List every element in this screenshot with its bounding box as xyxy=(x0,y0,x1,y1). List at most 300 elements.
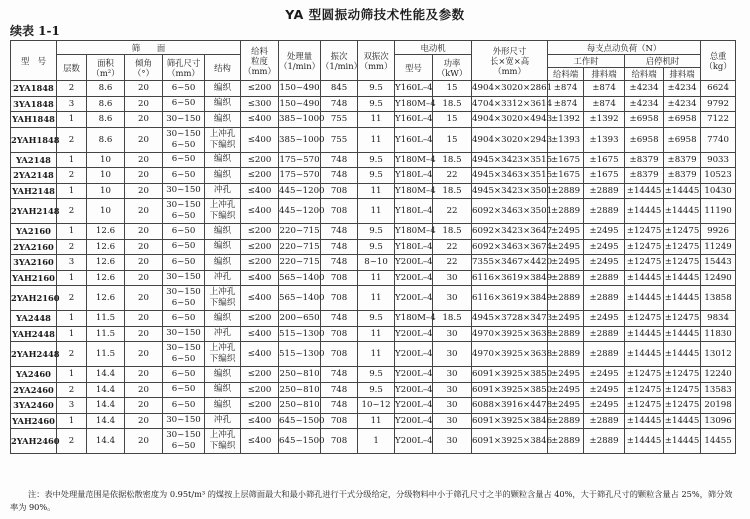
cell-aperture xyxy=(163,429,205,454)
cell-dimensions: 6091×3925×3846 xyxy=(472,413,548,429)
cell-structure-line: 编织 xyxy=(213,241,232,252)
cell-layers: 3 xyxy=(57,255,87,271)
cell-structure-line: 编织 xyxy=(213,113,232,124)
cell-model: 2YA2160 xyxy=(11,239,57,255)
cell-structure xyxy=(205,398,241,414)
cell-motor-model: Y180L–4 xyxy=(395,199,433,224)
cell-dimensions: 6088×3916×4478 xyxy=(472,398,548,414)
cell-model: 2YA1848 xyxy=(11,81,57,97)
cell-aperture-line: 6~50 xyxy=(171,241,196,252)
cell-power: 22 xyxy=(433,239,472,255)
cell-capacity: 150~490 xyxy=(279,96,321,112)
cell-dimensions: 6092×3463×3674 xyxy=(472,239,548,255)
cell-area: 12.6 xyxy=(87,239,125,255)
cell-working-discharge-load: ±1675 xyxy=(584,152,625,168)
table-row xyxy=(11,152,736,168)
cell-capacity: 445~1200 xyxy=(279,199,321,224)
cell-aperture-line: 6~50 xyxy=(171,211,196,221)
cell-working-discharge-load: ±2889 xyxy=(584,270,625,286)
table-body xyxy=(11,81,736,454)
cell-working-feed-load: ±2889 xyxy=(548,413,584,429)
cell-angle: 20 xyxy=(125,127,163,152)
cell-capacity: 175~570 xyxy=(279,152,321,168)
cell-startstop-discharge-load: ±6958 xyxy=(664,112,701,128)
table-note: 注：表中处理量范围是依据松散密度为 0.95t/m³ 的煤按上层筛面最大和最小筛孔进行干式分级给定，分级物料中小于筛孔尺寸之半的颗粒含量占 40%，大于筛孔尺寸的颗粒含量占 25%，筛分效率为 90%。 xyxy=(10,489,733,512)
cell-model: 2YAH2160 xyxy=(11,286,57,311)
header-total-weight: 总重 （kg） xyxy=(701,41,736,81)
cell-structure-line: 编织 xyxy=(213,169,232,180)
cell-aperture-line: 30~150 xyxy=(166,415,201,426)
cell-working-discharge-load: ±2889 xyxy=(584,429,625,454)
cell-structure xyxy=(205,311,241,327)
cell-amplitude: 9.5 xyxy=(358,382,395,398)
header-amplitude: 双振次 （mm） xyxy=(358,41,395,81)
cell-startstop-feed-load: ±14445 xyxy=(625,183,664,199)
cell-aperture-line: 30~150 xyxy=(166,272,201,283)
cell-total-weight: 13583 xyxy=(701,382,736,398)
cell-feed-size: ≤200 xyxy=(241,81,279,97)
cell-startstop-discharge-load: ±12475 xyxy=(664,255,701,271)
cell-power: 18.5 xyxy=(433,183,472,199)
cell-frequency: 748 xyxy=(321,311,358,327)
cell-model: YAH2160 xyxy=(11,270,57,286)
cell-working-discharge-load: ±2889 xyxy=(584,413,625,429)
cell-dimensions: 4904×3020×4943 xyxy=(472,112,548,128)
cell-angle: 20 xyxy=(125,342,163,367)
cell-startstop-feed-load: ±14445 xyxy=(625,270,664,286)
cell-capacity: 200~650 xyxy=(279,311,321,327)
cell-motor-model: Y200L–4 xyxy=(395,286,433,311)
cell-area: 14.4 xyxy=(87,429,125,454)
header-startstop-discharge-end: 排料端 xyxy=(664,68,701,81)
cell-aperture xyxy=(163,342,205,367)
cell-layers: 3 xyxy=(57,96,87,112)
cell-working-discharge-load: ±2495 xyxy=(584,398,625,414)
cell-aperture xyxy=(163,270,205,286)
cell-dimensions: 6091×3925×3846 xyxy=(472,429,548,454)
cell-startstop-discharge-load: ±14445 xyxy=(664,270,701,286)
cell-structure-line: 上冲孔 xyxy=(209,287,236,297)
cell-dimensions: 4704×3312×3614 xyxy=(472,96,548,112)
cell-area: 8.6 xyxy=(87,112,125,128)
cell-aperture xyxy=(163,224,205,240)
cell-aperture-line: 6~50 xyxy=(171,399,196,410)
cell-dimensions: 6116×3619×3849 xyxy=(472,286,548,311)
cell-frequency: 748 xyxy=(321,152,358,168)
cell-feed-size: ≤200 xyxy=(241,255,279,271)
cell-feed-size: ≤200 xyxy=(241,367,279,383)
cell-area: 8.6 xyxy=(87,127,125,152)
cell-working-feed-load: ±2889 xyxy=(548,270,584,286)
cell-working-discharge-load: ±874 xyxy=(584,96,625,112)
cell-working-feed-load: ±2495 xyxy=(548,382,584,398)
cell-total-weight: 9033 xyxy=(701,152,736,168)
cell-startstop-discharge-load: ±14445 xyxy=(664,183,701,199)
cell-area: 10 xyxy=(87,168,125,184)
cell-capacity: 645~1500 xyxy=(279,413,321,429)
cell-model: 3YA2160 xyxy=(11,255,57,271)
cell-power: 15 xyxy=(433,112,472,128)
cell-motor-model: Y200L–4 xyxy=(395,413,433,429)
cell-working-feed-load: ±1675 xyxy=(548,152,584,168)
cell-working-feed-load: ±2495 xyxy=(548,255,584,271)
cell-structure-line: 编织 xyxy=(213,399,232,410)
cell-layers: 1 xyxy=(57,152,87,168)
cell-structure xyxy=(205,367,241,383)
cell-motor-model: Y200L–4 xyxy=(395,342,433,367)
cell-frequency: 748 xyxy=(321,255,358,271)
cell-model: YA2148 xyxy=(11,152,57,168)
cell-aperture xyxy=(163,326,205,342)
cell-aperture-line: 30~150 xyxy=(166,287,201,297)
cell-capacity: 175~570 xyxy=(279,168,321,184)
cell-frequency: 748 xyxy=(321,224,358,240)
table-row xyxy=(11,199,736,224)
cell-angle: 20 xyxy=(125,112,163,128)
cell-power: 22 xyxy=(433,168,472,184)
cell-structure-line: 下编织 xyxy=(209,441,236,451)
cell-frequency: 708 xyxy=(321,342,358,367)
table-row xyxy=(11,342,736,367)
cell-working-discharge-load: ±2889 xyxy=(584,183,625,199)
cell-structure xyxy=(205,96,241,112)
cell-dimensions: 4970×3925×3638 xyxy=(472,326,548,342)
cell-total-weight: 9926 xyxy=(701,224,736,240)
cell-feed-size: ≤400 xyxy=(241,112,279,128)
cell-angle: 20 xyxy=(125,81,163,97)
cell-capacity: 515~1300 xyxy=(279,342,321,367)
cell-structure xyxy=(205,199,241,224)
table-row xyxy=(11,96,736,112)
cell-structure-line: 冲孔 xyxy=(213,328,232,339)
cell-power: 22 xyxy=(433,255,472,271)
cell-motor-model: Y200L–4 xyxy=(395,326,433,342)
cell-angle: 20 xyxy=(125,199,163,224)
cell-power: 18.5 xyxy=(433,224,472,240)
cell-layers: 1 xyxy=(57,112,87,128)
cell-angle: 20 xyxy=(125,168,163,184)
cell-working-discharge-load: ±2889 xyxy=(584,342,625,367)
cell-area: 10 xyxy=(87,152,125,168)
cell-motor-model: Y200L–4 xyxy=(395,429,433,454)
cell-aperture xyxy=(163,255,205,271)
cell-structure-line: 编织 xyxy=(213,154,232,165)
cell-model: YA2460 xyxy=(11,367,57,383)
cell-startstop-discharge-load: ±12475 xyxy=(664,382,701,398)
cell-feed-size: ≤400 xyxy=(241,127,279,152)
cell-aperture xyxy=(163,183,205,199)
cell-power: 30 xyxy=(433,342,472,367)
table-row xyxy=(11,224,736,240)
cell-amplitude: 9.5 xyxy=(358,152,395,168)
cell-total-weight: 11249 xyxy=(701,239,736,255)
cell-power: 18.5 xyxy=(433,152,472,168)
header-motor-model: 型号 xyxy=(395,55,433,81)
table-row xyxy=(11,270,736,286)
cell-working-feed-load: ±2495 xyxy=(548,224,584,240)
cell-capacity: 645~1500 xyxy=(279,429,321,454)
cell-total-weight: 12490 xyxy=(701,270,736,286)
cell-total-weight: 7122 xyxy=(701,112,736,128)
cell-amplitude: 9.5 xyxy=(358,81,395,97)
cell-frequency: 748 xyxy=(321,239,358,255)
cell-aperture-line: 6~50 xyxy=(171,82,196,93)
cell-motor-model: Y180M–4 xyxy=(395,183,433,199)
cell-structure-line: 冲孔 xyxy=(213,185,232,196)
cell-amplitude: 10~12 xyxy=(358,398,395,414)
cell-aperture-line: 6~50 xyxy=(171,312,196,323)
cell-frequency: 748 xyxy=(321,398,358,414)
cell-working-feed-load: ±2495 xyxy=(548,239,584,255)
cell-startstop-discharge-load: ±14445 xyxy=(664,286,701,311)
cell-startstop-discharge-load: ±12475 xyxy=(664,311,701,327)
cell-frequency: 708 xyxy=(321,413,358,429)
cell-layers: 1 xyxy=(57,224,87,240)
table-row xyxy=(11,382,736,398)
cell-structure-line: 下编织 xyxy=(209,354,236,364)
cell-startstop-feed-load: ±4234 xyxy=(625,96,664,112)
cell-frequency: 708 xyxy=(321,183,358,199)
cell-structure xyxy=(205,270,241,286)
cell-area: 14.4 xyxy=(87,382,125,398)
cell-capacity: 385~1000 xyxy=(279,112,321,128)
cell-working-feed-load: ±1393 xyxy=(548,127,584,152)
cell-feed-size: ≤200 xyxy=(241,382,279,398)
cell-area: 14.4 xyxy=(87,398,125,414)
cell-working-discharge-load: ±2889 xyxy=(584,199,625,224)
cell-area: 14.4 xyxy=(87,367,125,383)
cell-dimensions: 6092×3463×3501 xyxy=(472,199,548,224)
cell-frequency: 708 xyxy=(321,429,358,454)
cell-working-feed-load: ±2495 xyxy=(548,367,584,383)
cell-amplitude: 9.5 xyxy=(358,168,395,184)
cell-aperture xyxy=(163,382,205,398)
cell-startstop-feed-load: ±14445 xyxy=(625,413,664,429)
cell-total-weight: 9792 xyxy=(701,96,736,112)
cell-structure-line: 冲孔 xyxy=(213,272,232,283)
cell-structure-line: 下编织 xyxy=(209,211,236,221)
cell-frequency: 748 xyxy=(321,96,358,112)
cell-structure xyxy=(205,168,241,184)
cell-amplitude: 11 xyxy=(358,270,395,286)
cell-motor-model: Y180M–4 xyxy=(395,311,433,327)
cell-structure xyxy=(205,112,241,128)
cell-startstop-feed-load: ±14445 xyxy=(625,199,664,224)
cell-structure xyxy=(205,326,241,342)
cell-model: 2YAH2460 xyxy=(11,429,57,454)
cell-area: 11.5 xyxy=(87,326,125,342)
cell-power: 30 xyxy=(433,367,472,383)
cell-total-weight: 7740 xyxy=(701,127,736,152)
cell-structure xyxy=(205,224,241,240)
cell-angle: 20 xyxy=(125,96,163,112)
cell-capacity: 515~1300 xyxy=(279,326,321,342)
cell-power: 30 xyxy=(433,429,472,454)
cell-aperture xyxy=(163,127,205,152)
cell-angle: 20 xyxy=(125,239,163,255)
cell-startstop-feed-load: ±8379 xyxy=(625,152,664,168)
cell-layers: 2 xyxy=(57,127,87,152)
cell-dimensions: 6091×3925×3850 xyxy=(472,367,548,383)
cell-aperture-line: 30~150 xyxy=(166,185,201,196)
cell-working-discharge-load: ±2495 xyxy=(584,224,625,240)
cell-working-feed-load: ±1675 xyxy=(548,168,584,184)
cell-motor-model: Y180M–4 xyxy=(395,96,433,112)
cell-power: 30 xyxy=(433,270,472,286)
cell-amplitude: 1 xyxy=(358,429,395,454)
cell-startstop-discharge-load: ±4234 xyxy=(664,81,701,97)
cell-dimensions: 6092×3423×3647 xyxy=(472,224,548,240)
cell-amplitude: 11 xyxy=(358,326,395,342)
cell-total-weight: 13012 xyxy=(701,342,736,367)
cell-total-weight: 13096 xyxy=(701,413,736,429)
cell-model: 2YA2460 xyxy=(11,382,57,398)
table-row xyxy=(11,183,736,199)
cell-startstop-feed-load: ±12475 xyxy=(625,239,664,255)
header-capacity: 处理量 （1/min） xyxy=(279,41,321,81)
cell-startstop-discharge-load: ±14445 xyxy=(664,429,701,454)
cell-startstop-discharge-load: ±12475 xyxy=(664,398,701,414)
cell-area: 10 xyxy=(87,199,125,224)
cell-power: 22 xyxy=(433,199,472,224)
header-angle: 倾角 （°） xyxy=(125,55,163,81)
cell-aperture-line: 30~150 xyxy=(166,430,201,440)
cell-feed-size: ≤200 xyxy=(241,168,279,184)
cell-model: YAH2448 xyxy=(11,326,57,342)
cell-amplitude: 11 xyxy=(358,342,395,367)
cell-startstop-feed-load: ±12475 xyxy=(625,367,664,383)
cell-aperture-line: 6~50 xyxy=(171,298,196,308)
cell-working-feed-load: ±2889 xyxy=(548,342,584,367)
cell-power: 18.5 xyxy=(433,96,472,112)
header-aperture: 筛孔尺寸 （mm） xyxy=(163,55,205,81)
cell-angle: 20 xyxy=(125,152,163,168)
cell-dimensions: 6091×3925×3850 xyxy=(472,382,548,398)
cell-feed-size: ≤400 xyxy=(241,413,279,429)
cell-dimensions: 6116×3619×3849 xyxy=(472,270,548,286)
cell-amplitude: 9.5 xyxy=(358,311,395,327)
table-caption: 续表 1-1 xyxy=(10,24,60,38)
cell-startstop-feed-load: ±14445 xyxy=(625,326,664,342)
cell-model: 2YAH1848 xyxy=(11,127,57,152)
cell-structure-line: 上冲孔 xyxy=(209,200,236,210)
cell-aperture-line: 6~50 xyxy=(171,225,196,236)
cell-structure-line: 上冲孔 xyxy=(209,128,236,139)
cell-model: 3YA2460 xyxy=(11,398,57,414)
cell-structure-line: 编织 xyxy=(213,225,232,236)
cell-startstop-discharge-load: ±14445 xyxy=(664,199,701,224)
cell-motor-model: Y200L–4 xyxy=(395,255,433,271)
cell-amplitude: 11 xyxy=(358,199,395,224)
cell-working-feed-load: ±2889 xyxy=(548,183,584,199)
cell-startstop-feed-load: ±12475 xyxy=(625,382,664,398)
table-row xyxy=(11,429,736,454)
table-row xyxy=(11,81,736,97)
cell-motor-model: Y160L–4 xyxy=(395,81,433,97)
cell-structure xyxy=(205,239,241,255)
header-startstop-feed-end: 给料端 xyxy=(625,68,664,81)
cell-structure-line: 冲孔 xyxy=(213,415,232,426)
cell-startstop-discharge-load: ±14445 xyxy=(664,413,701,429)
cell-area: 12.6 xyxy=(87,270,125,286)
cell-area: 8.6 xyxy=(87,96,125,112)
cell-model: 3YA1848 xyxy=(11,96,57,112)
header-model: 型 号 xyxy=(11,41,57,81)
cell-capacity: 250~810 xyxy=(279,367,321,383)
cell-layers: 2 xyxy=(57,239,87,255)
cell-structure xyxy=(205,183,241,199)
table-row xyxy=(11,239,736,255)
cell-amplitude: 9.5 xyxy=(358,239,395,255)
cell-layers: 1 xyxy=(57,326,87,342)
cell-working-discharge-load: ±2495 xyxy=(584,367,625,383)
cell-model: 2YA2148 xyxy=(11,168,57,184)
cell-working-feed-load: ±2889 xyxy=(548,199,584,224)
cell-startstop-feed-load: ±4234 xyxy=(625,81,664,97)
cell-power: 30 xyxy=(433,398,472,414)
header-frequency: 振次 （1/min） xyxy=(321,41,358,81)
cell-feed-size: ≤400 xyxy=(241,270,279,286)
cell-total-weight: 15443 xyxy=(701,255,736,271)
cell-model: 2YAH2448 xyxy=(11,342,57,367)
cell-angle: 20 xyxy=(125,429,163,454)
cell-area: 12.6 xyxy=(87,255,125,271)
cell-dimensions: 4970×3925×3638 xyxy=(472,342,548,367)
cell-working-discharge-load: ±1392 xyxy=(584,112,625,128)
cell-startstop-feed-load: ±12475 xyxy=(625,398,664,414)
cell-total-weight: 20198 xyxy=(701,398,736,414)
cell-startstop-feed-load: ±12475 xyxy=(625,224,664,240)
cell-total-weight: 6624 xyxy=(701,81,736,97)
cell-layers: 2 xyxy=(57,81,87,97)
cell-working-discharge-load: ±1675 xyxy=(584,168,625,184)
cell-dimensions: 7355×3467×4420 xyxy=(472,255,548,271)
header-working: 工作时 xyxy=(548,55,625,68)
cell-motor-model: Y180L–4 xyxy=(395,239,433,255)
cell-power: 30 xyxy=(433,286,472,311)
cell-startstop-discharge-load: ±8379 xyxy=(664,168,701,184)
table-row xyxy=(11,127,736,152)
cell-feed-size: ≤200 xyxy=(241,398,279,414)
cell-working-feed-load: ±1392 xyxy=(548,112,584,128)
cell-feed-size: ≤400 xyxy=(241,199,279,224)
cell-aperture xyxy=(163,239,205,255)
cell-frequency: 748 xyxy=(321,382,358,398)
cell-motor-model: Y180M–4 xyxy=(395,152,433,168)
cell-frequency: 845 xyxy=(321,81,358,97)
cell-startstop-feed-load: ±8379 xyxy=(625,168,664,184)
cell-aperture-line: 30~150 xyxy=(166,200,201,210)
cell-model: YAH2460 xyxy=(11,413,57,429)
cell-structure xyxy=(205,81,241,97)
cell-area: 8.6 xyxy=(87,81,125,97)
cell-area: 12.6 xyxy=(87,224,125,240)
cell-working-feed-load: ±2495 xyxy=(548,398,584,414)
cell-amplitude: 9.5 xyxy=(358,367,395,383)
cell-total-weight: 13858 xyxy=(701,286,736,311)
cell-frequency: 755 xyxy=(321,112,358,128)
cell-startstop-feed-load: ±14445 xyxy=(625,429,664,454)
cell-startstop-discharge-load: ±6958 xyxy=(664,127,701,152)
header-dimensions: 外形尺寸 长×宽×高 （mm） xyxy=(472,41,548,81)
cell-startstop-feed-load: ±14445 xyxy=(625,342,664,367)
cell-structure xyxy=(205,286,241,311)
cell-motor-model: Y180M–4 xyxy=(395,224,433,240)
cell-amplitude: 11 xyxy=(358,286,395,311)
cell-startstop-feed-load: ±14445 xyxy=(625,286,664,311)
cell-motor-model: Y160L–4 xyxy=(395,112,433,128)
cell-working-feed-load: ±2889 xyxy=(548,286,584,311)
